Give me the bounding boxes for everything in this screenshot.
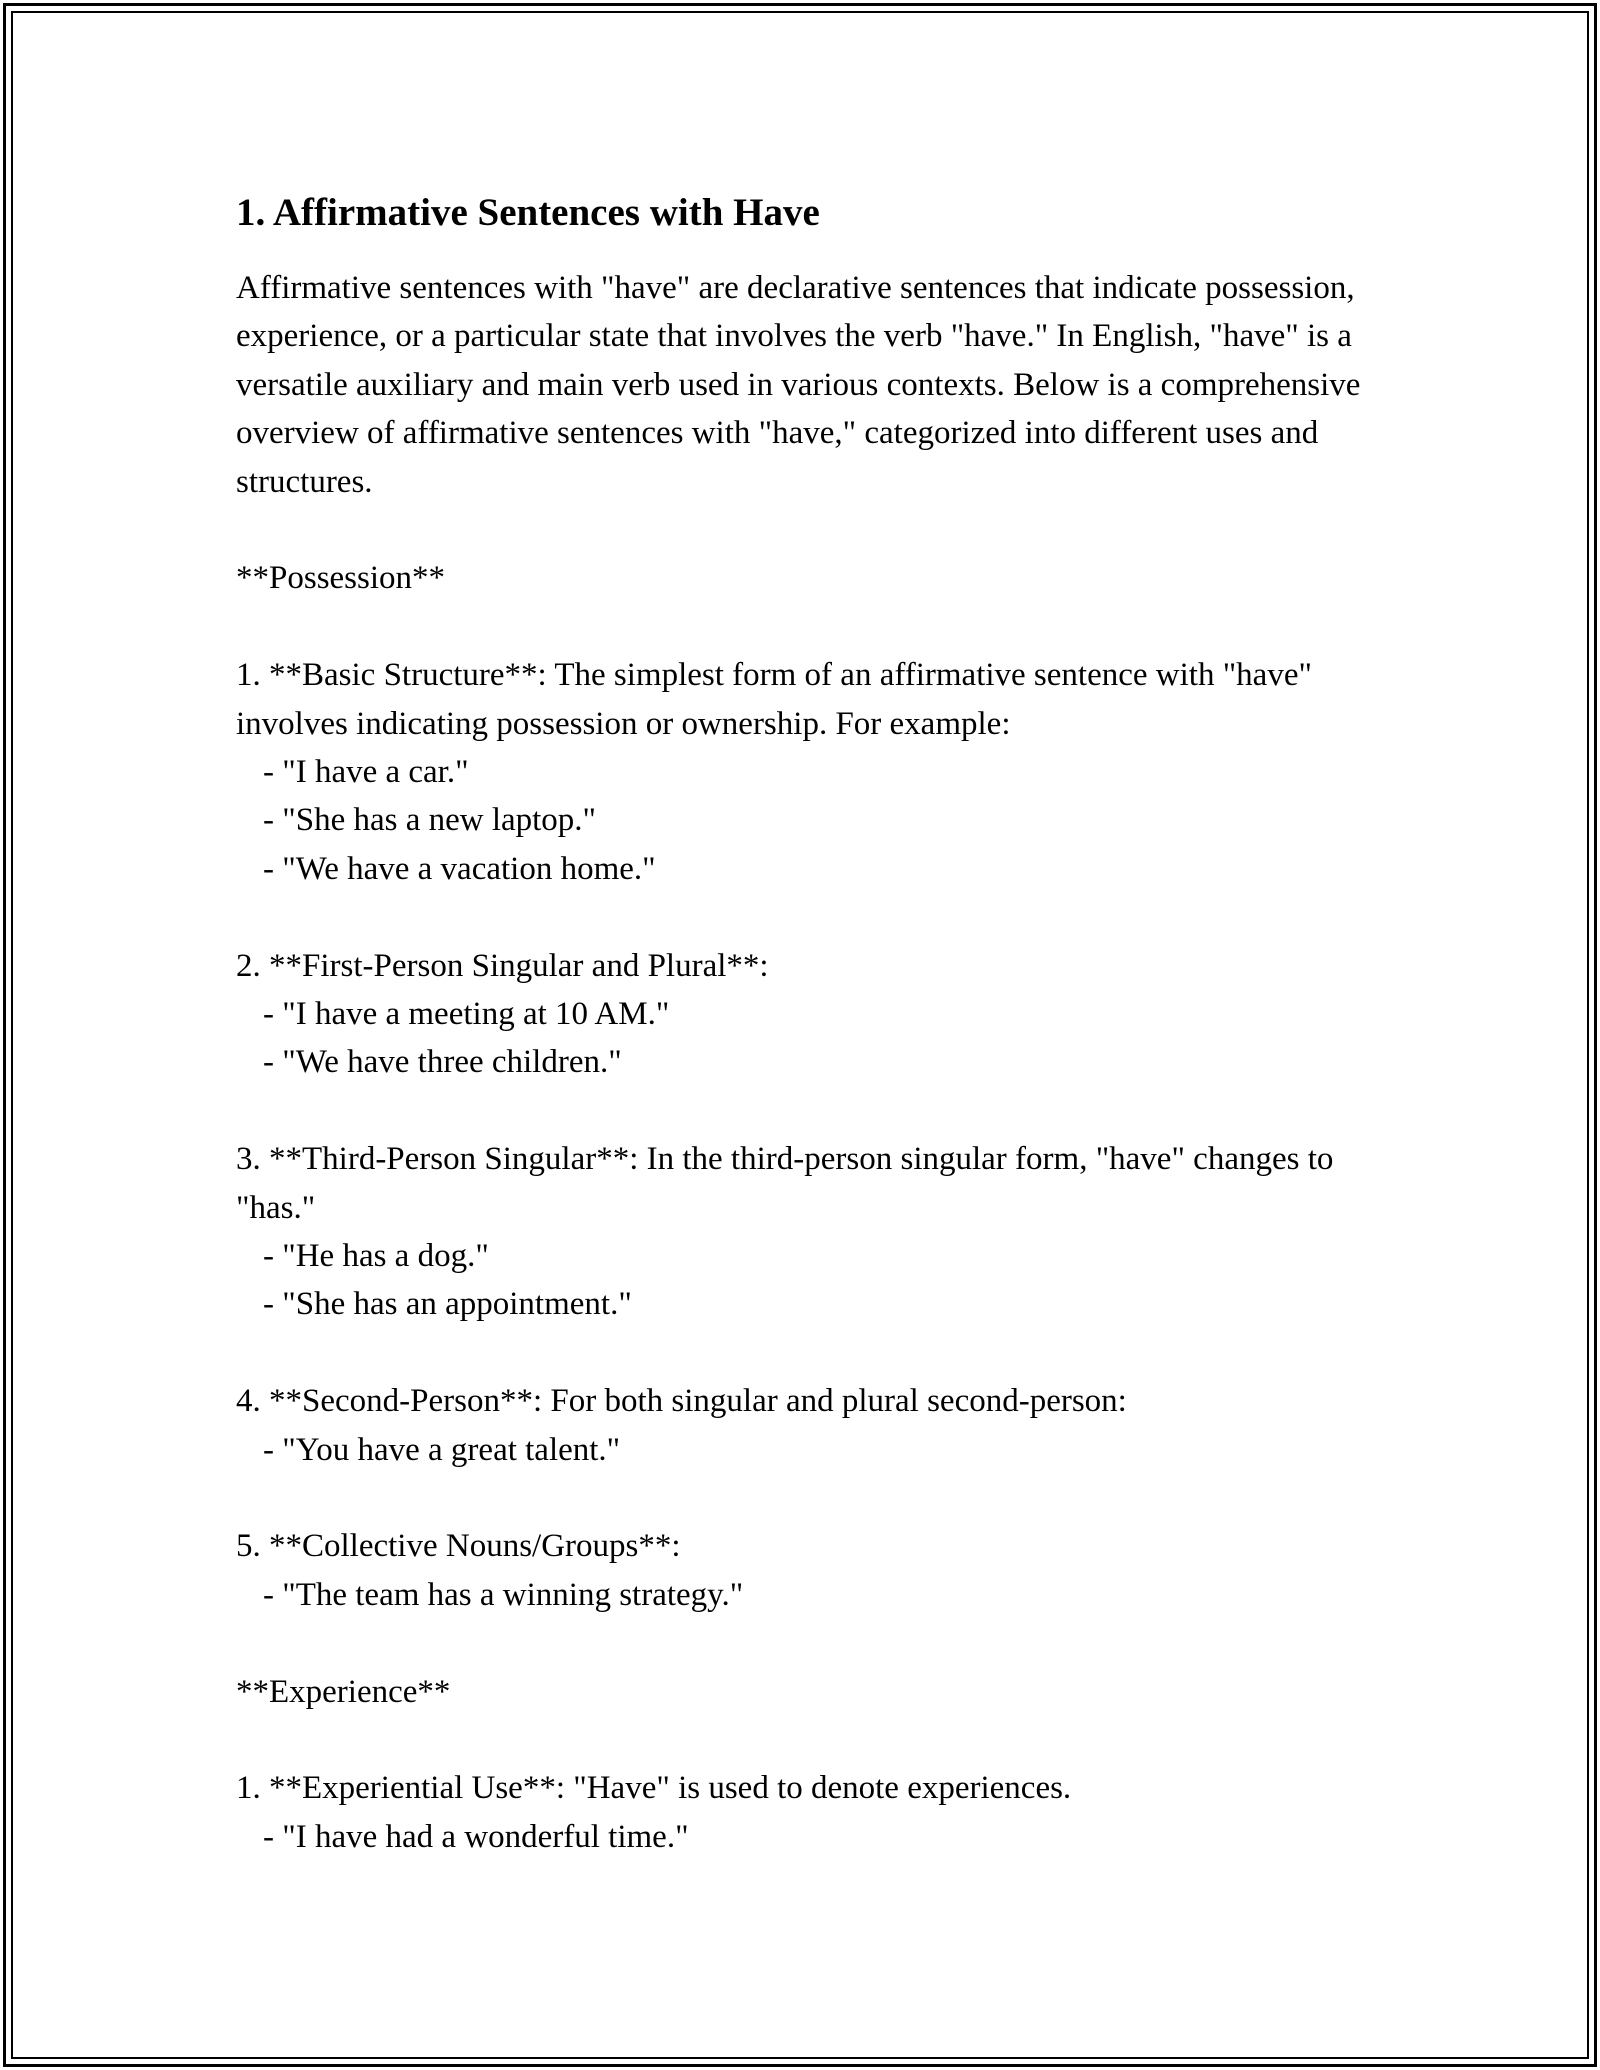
possession-item-3: 3. **Third-Person Singular**: In the third-person singular form, "have" changes to "has." bbox=[236, 1141, 1334, 1226]
document-body bbox=[236, 186, 1386, 1861]
possession-item-1: 1. **Basic Structure**: The simplest form of an affirmative sentence with "have" involves indicating possession or ownership. For example: bbox=[236, 657, 1312, 742]
example-line: - "You have a great talent." bbox=[263, 1431, 621, 1468]
example-line: - "We have three children." bbox=[263, 1044, 622, 1081]
possession-heading: **Possession** bbox=[236, 560, 446, 597]
example-line: - "She has an appointment." bbox=[263, 1286, 632, 1323]
experience-item-1: 1. **Experiential Use**: "Have" is used to denote experiences. bbox=[236, 1770, 1072, 1807]
example-line: - "I have had a wonderful time." bbox=[263, 1818, 689, 1855]
example-line: - "I have a car." bbox=[263, 754, 469, 791]
possession-item-2: 2. **First-Person Singular and Plural**: bbox=[236, 947, 769, 984]
document-title: 1. Affirmative Sentences with Have bbox=[236, 191, 820, 234]
possession-item-4: 4. **Second-Person**: For both singular and plural second-person: bbox=[236, 1383, 1127, 1420]
example-line: - "We have a vacation home." bbox=[263, 850, 656, 887]
example-line: - "He has a dog." bbox=[263, 1238, 489, 1275]
experience-heading: **Experience** bbox=[236, 1673, 451, 1710]
example-line: - "I have a meeting at 10 AM." bbox=[263, 996, 670, 1033]
possession-item-5: 5. **Collective Nouns/Groups**: bbox=[236, 1528, 681, 1565]
example-line: - "She has a new laptop." bbox=[263, 802, 597, 839]
example-line: - "The team has a winning strategy." bbox=[263, 1576, 744, 1613]
intro-paragraph: Affirmative sentences with "have" are declarative sentences that indicate possession, experience, or a particular state that involves the verb "have." In English, "have" is a versatile auxiliary and main verb used in various contexts. Below is a comprehensive overview of affirmative sentences with "have," categorized into different uses and structures. bbox=[236, 270, 1361, 500]
